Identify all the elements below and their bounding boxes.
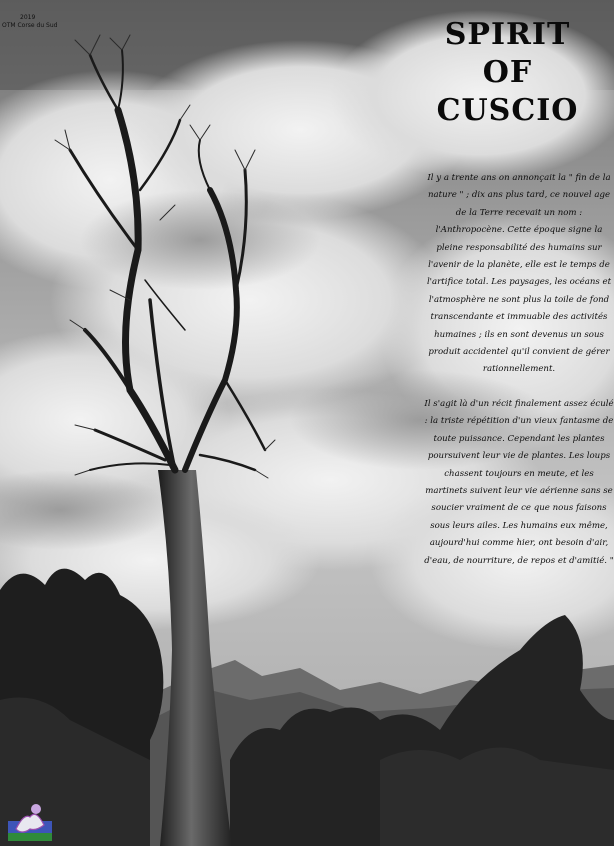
paragraph-2: Il s'agit là d'un récit finalement assez éculé : la triste répétition d'un vieux fantasme de toute puissance. Cependant les plantes poursuivent leur vie de plantes. Les loups chassent toujours en meute, et les martinets suivent leur vie aérienne sans se soucier vraiment de ce que nous faisons sous leurs ailes. Les humains eux même, aujourd'hui comme hier, ont besoin d'air, d'eau, de nourriture, de repos et d'amitié. " — [424, 398, 614, 566]
title-line-1: SPIRIT — [444, 17, 571, 52]
year-label: 2019 — [20, 14, 36, 21]
title-line-3: CUSCIO — [436, 93, 579, 128]
poster-text — [424, 170, 614, 587]
paragraph-1: Il y a trente ans on annonçait la " fin de la nature " ; dix ans plus tard, ce nouvel age de la Terre recevait un nom : l'Anthropocène. Cette époque signe la pleine responsabilité des humains sur l'avenir de la planète, elle est le temps de l'artifice total. Les paysages, les océans et l'atmosphère ne sont plus la toile de fond transcendante et immuable des activités humaines ; ils en sont devenus un sous produit accidentel qu'il convient de gérer rationnellement. — [426, 173, 612, 375]
logo-icon — [6, 799, 54, 843]
title-line-2: OF — [482, 55, 533, 90]
poster-title — [430, 16, 585, 130]
place-label: OTM Corse du Sud — [2, 22, 58, 29]
meta-info — [2, 14, 57, 30]
